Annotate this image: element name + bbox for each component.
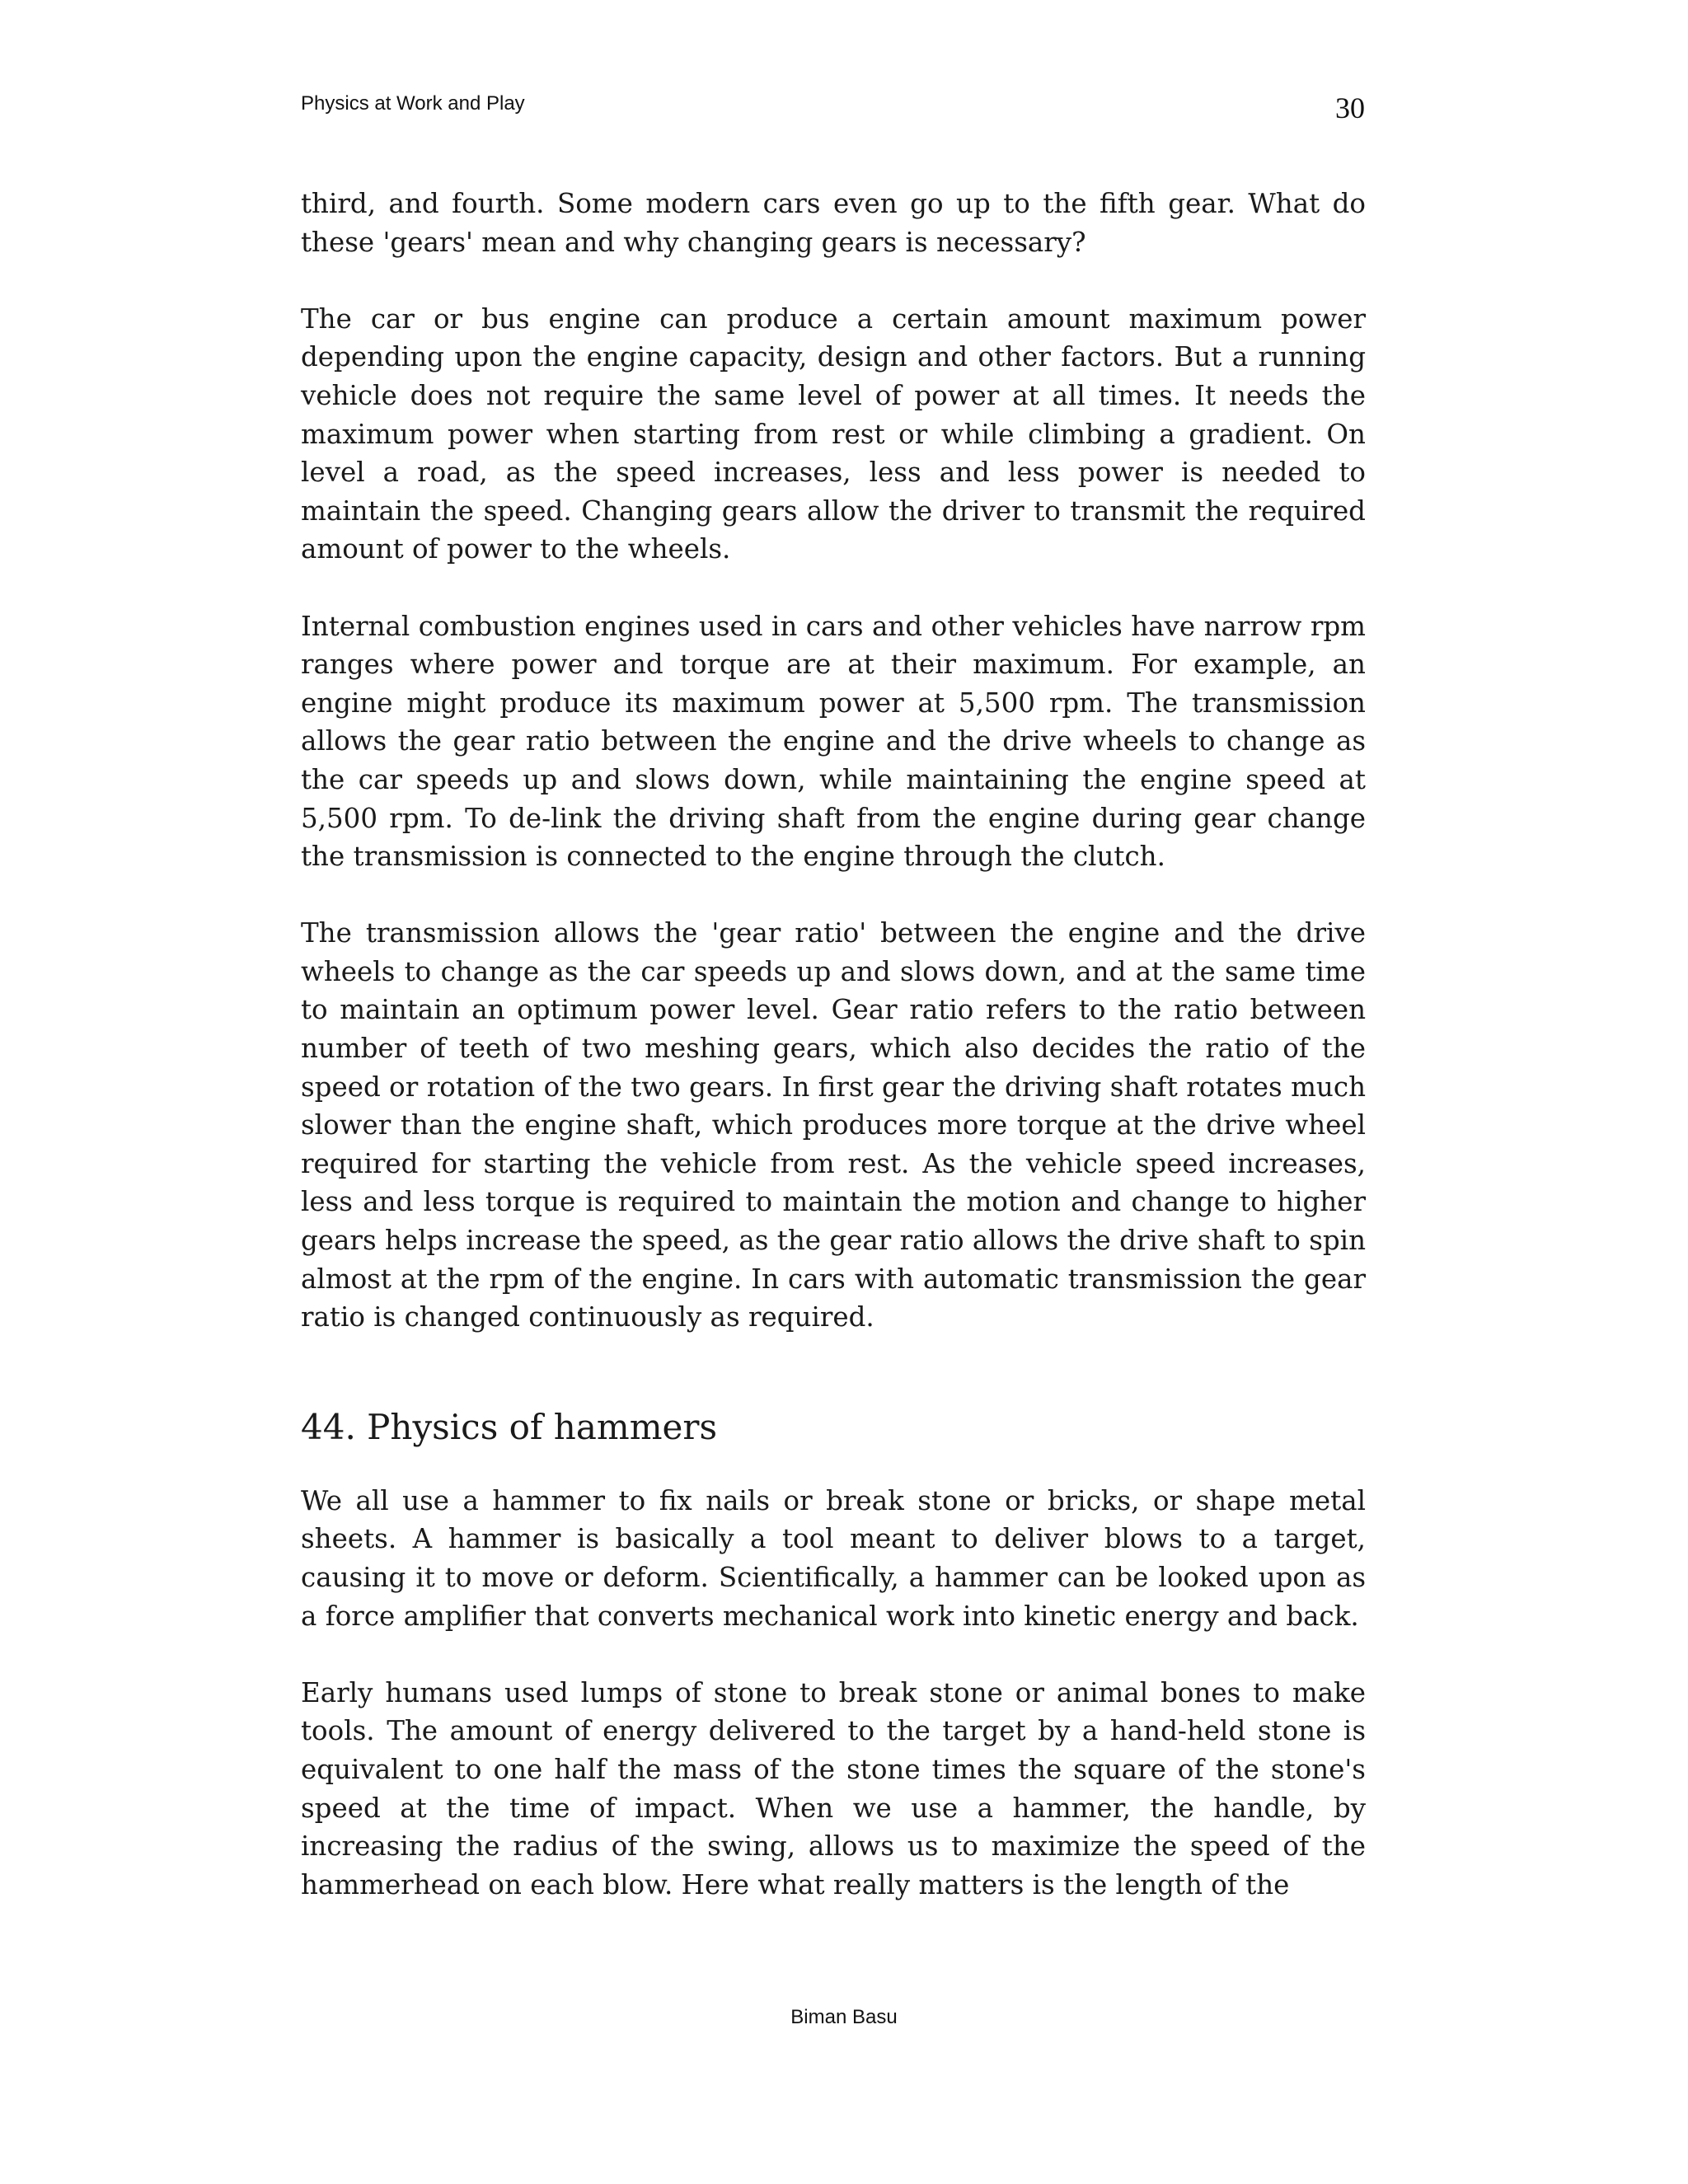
running-footer: Biman Basu	[790, 2006, 898, 2028]
paragraph-hammer-intro: We all use a hammer to fix nails or break stone or bricks, or shape metal sheets. A hammer is basically a tool meant to deliver blows to a target, causing it to move or deform. Scientifically, a hammer can be looked upon as a force amplifier that converts mechanical work into kinetic energy and back.	[301, 1484, 1366, 1632]
section-heading: 44. Physics of hammers	[301, 1406, 718, 1447]
paragraph-gear-ratio: The transmission allows the 'gear ratio' between the engine and the drive wheels to change as the car speeds up and slows down, and at the same time to maintain an optimum power level. Gear ratio refers to the ratio between number of teeth of two meshing gears, which also decides the ratio of the speed or rotation of the two gears. In first gear the driving shaft rotates much slower than the engine shaft, which produces more torque at the drive wheel required for starting the vehicle from rest. As the vehicle speed increases, less and less torque is required to maintain the motion and change to higher gears helps increase the speed, as the gear ratio allows the drive shaft to spin almost at the rpm of the engine. In cars with automatic transmission the gear ratio is changed continuously as required.	[301, 917, 1366, 1333]
page-body	[301, 185, 1366, 1943]
paragraph-rpm-ranges: Internal combustion engines used in cars and other vehicles have narrow rpm ranges where power and torque are at their maximum. For example, an engine might produce its maximum power at 5,500 rpm. The transmission allows the gear ratio between the engine and the drive wheels to change as the car speeds up and slows down, while maintaining the engine speed at 5,500 rpm. To de-link the driving shaft from the engine during gear change the transmission is connected to the engine through the clutch.	[301, 610, 1366, 873]
page-number: 30	[1335, 91, 1365, 124]
paragraph-hammer-energy: Early humans used lumps of stone to break stone or animal bones to make tools. The amount of energy delivered to the target by a hand-held stone is equivalent to one half the mass of the stone times the square of the stone's speed at the time of impact. When we use a hammer, the handle, by increasing the radius of the swing, allows us to maximize the speed of the hammerhead on each blow. Here what really matters is the length of the	[301, 1676, 1366, 1900]
paragraph-gears-intro: third, and fourth. Some modern cars even go up to the fifth gear. What do these 'gears' mean and why changing gears is necessary?	[301, 188, 1366, 258]
paragraph-engine-power: The car or bus engine can produce a certain amount maximum power depending upon the engine capacity, design and other factors. But a running vehicle does not require the same level of power at all times. It needs the maximum power when starting from rest or while climbing a gradient. On level a road, as the speed increases, less and less power is needed to maintain the speed. Changing gears allow the driver to transmit the required amount of power to the wheels.	[301, 302, 1366, 565]
running-header: Physics at Work and Play	[301, 92, 525, 115]
